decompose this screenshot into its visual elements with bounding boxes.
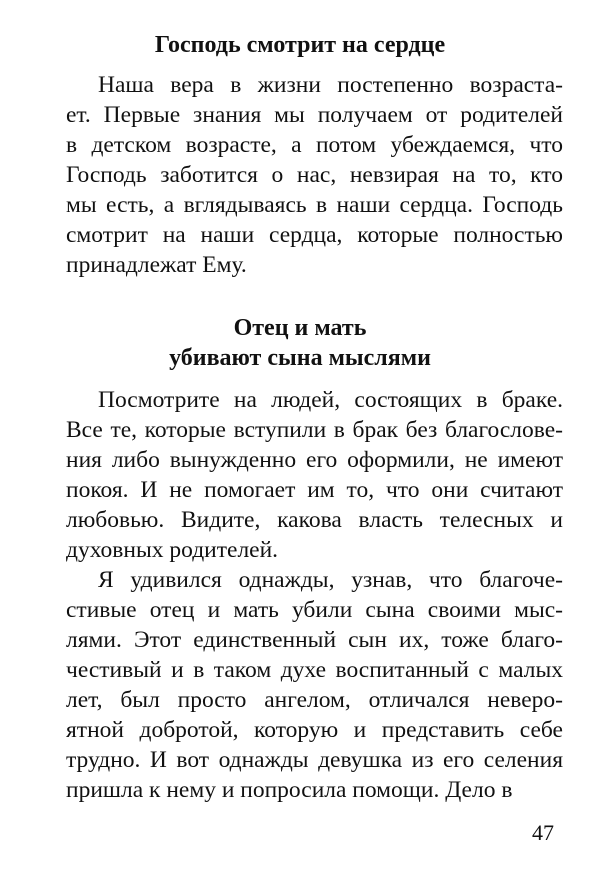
text-line: Господь заботится о нас, невзирая на то, кто [66, 162, 563, 188]
text-line: в детском возрасте, а потом убеждаемся, что [66, 132, 563, 158]
text-line: ет. Первые знания мы получаем от родителей [66, 102, 563, 128]
text-line: пришла к нему и попросила помощи. Дело в [66, 777, 513, 803]
text-line: стивые отец и мать убили сына своими мыс- [66, 597, 563, 623]
text-line: ния либо вынужденно его оформили, не имеют [66, 447, 563, 473]
section-heading [0, 30, 600, 60]
text-line: трудно. И вот однажды девушка из его селения [66, 747, 563, 773]
paragraph [66, 70, 563, 280]
text-line: любовью. Видите, какова власть телесных и [66, 507, 563, 533]
text-line: честивый и в таком духе воспитанный с малых [66, 657, 563, 683]
text-line: ятной добротой, которую и представить себе [66, 717, 563, 743]
text-line: смотрит на наши сердца, которые полностью [66, 222, 563, 248]
text-line: покоя. И не помогает им то, что они считают [66, 477, 563, 503]
text-line: духовных родителей. [66, 537, 279, 563]
text-line: мы есть, а вглядываясь в наши сердца. Господь [66, 192, 563, 218]
page-number: 47 [532, 820, 554, 845]
text-line: лями. Этот единственный сын их, тоже благо- [66, 627, 563, 653]
text-line: лет, был просто ангелом, отличался неверо- [66, 687, 563, 713]
paragraph [66, 565, 563, 805]
heading-line: убивают сына мыслями [169, 345, 431, 371]
text-line: принадлежат Ему. [66, 252, 247, 278]
text-line: Я удивился однажды, узнав, что благоче- [98, 567, 563, 593]
section-heading [0, 313, 600, 373]
heading-line: Отец и мать [233, 315, 367, 341]
text-line: Посмотрите на людей, состоящих в браке. [98, 387, 563, 413]
paragraph [66, 385, 563, 565]
heading-line: Господь смотрит на сердце [154, 32, 446, 58]
text-line: Наша вера в жизни постепенно возраста- [98, 72, 563, 98]
text-line: Все те, которые вступили в брак без благослове- [66, 417, 563, 443]
